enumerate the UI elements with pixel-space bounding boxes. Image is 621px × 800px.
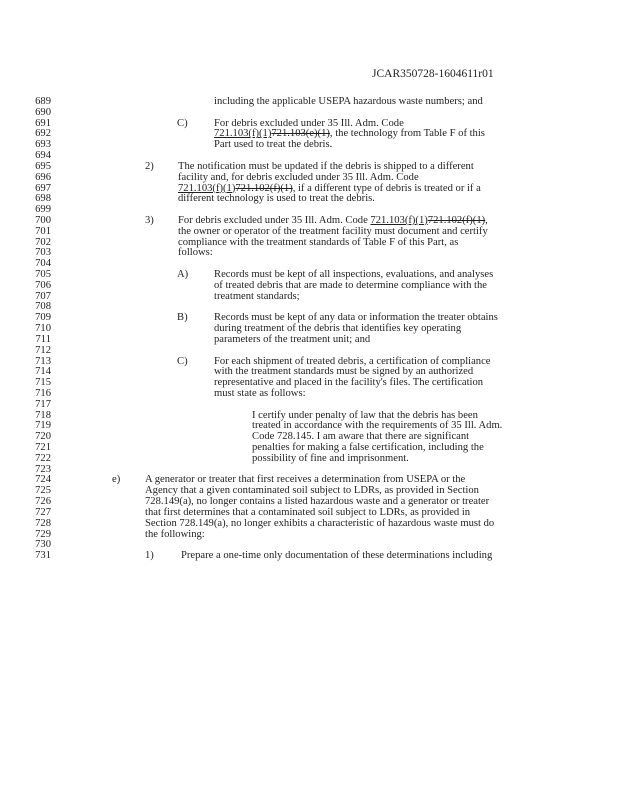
text-segment: Prepare a one-time only documentation of these determinations including bbox=[181, 550, 493, 562]
line-716 bbox=[0, 389, 621, 400]
line-number: 702 bbox=[35, 236, 51, 248]
line-text bbox=[214, 389, 306, 400]
line-number: 726 bbox=[35, 496, 51, 508]
line-number: 698 bbox=[35, 193, 51, 205]
line-number: 725 bbox=[35, 485, 51, 497]
line-text bbox=[178, 238, 458, 249]
text-segment: Code 728.145. I am aware that there are significant bbox=[252, 431, 470, 443]
text-segment: I certify under penalty of law that the debris has been bbox=[252, 409, 478, 421]
line-text bbox=[214, 292, 300, 303]
line-number: 697 bbox=[35, 182, 51, 194]
line-number: 723 bbox=[35, 463, 51, 475]
text-segment: The notification must be updated if the debris is shipped to a different bbox=[178, 160, 474, 172]
line-number: 714 bbox=[35, 366, 51, 378]
text-segment: , bbox=[485, 214, 488, 226]
line-number: 695 bbox=[35, 160, 51, 172]
line-number: 722 bbox=[35, 452, 51, 464]
line-number: 701 bbox=[35, 225, 51, 237]
line-703 bbox=[0, 248, 621, 259]
text-segment: must state as follows: bbox=[214, 387, 306, 399]
line-number: 713 bbox=[35, 355, 51, 367]
line-number: 704 bbox=[35, 258, 51, 270]
line-number: 696 bbox=[35, 171, 51, 183]
text-segment: facility and, for debris excluded under 35 Ill. Adm. Code bbox=[178, 171, 419, 183]
line-722 bbox=[0, 454, 621, 465]
text-segment: , if a different type of debris is treated or if a bbox=[292, 182, 481, 194]
line-text bbox=[214, 335, 370, 346]
line-711 bbox=[0, 335, 621, 346]
line-number: 719 bbox=[35, 420, 51, 432]
line-number: 717 bbox=[35, 398, 51, 410]
line-text bbox=[145, 530, 205, 541]
text-segment: representative and placed in the facility's files. The certification bbox=[214, 377, 484, 389]
text-segment: during treatment of the debris that identifies key operating bbox=[214, 323, 462, 335]
list-marker: C) bbox=[177, 117, 188, 129]
line-number: 727 bbox=[35, 506, 51, 518]
text-segment: compliance with the treatment standards of Table F of this Part, as bbox=[178, 236, 459, 248]
text-segment: For each shipment of treated debris, a certification of compliance bbox=[214, 355, 491, 367]
text-segment: penalties for making a false certification, including the bbox=[252, 442, 484, 453]
list-marker: C) bbox=[177, 355, 188, 367]
text-segment: , the technology from Table F of this bbox=[329, 128, 485, 140]
line-number: 690 bbox=[35, 106, 51, 118]
line-number: 710 bbox=[35, 323, 51, 335]
line-707 bbox=[0, 292, 621, 303]
line-number: 703 bbox=[35, 247, 51, 259]
line-number: 728 bbox=[35, 517, 51, 529]
line-number: 691 bbox=[35, 117, 51, 129]
text-segment: the following: bbox=[145, 528, 205, 540]
line-number: 708 bbox=[35, 301, 51, 313]
list-marker: 1) bbox=[145, 550, 154, 562]
line-number: 724 bbox=[35, 474, 51, 486]
deleted-reference: 721.102(f)(1) bbox=[427, 214, 486, 226]
line-text bbox=[178, 194, 375, 205]
line-text bbox=[178, 248, 213, 259]
line-706 bbox=[0, 281, 621, 292]
line-text bbox=[252, 454, 409, 465]
line-number: 721 bbox=[35, 442, 51, 453]
line-number: 692 bbox=[35, 128, 51, 140]
list-marker: e) bbox=[112, 474, 121, 486]
inserted-reference: 721.103(f)(1) bbox=[214, 128, 272, 140]
text-segment: that first determines that a contaminated soil subject to LDRs, as provided in bbox=[145, 506, 471, 518]
line-number: 715 bbox=[35, 377, 51, 389]
line-number: 712 bbox=[35, 344, 51, 356]
text-segment: of treated debris that are made to determine compliance with the bbox=[214, 279, 487, 291]
text-segment: the owner or operator of the treatment facility must document and certify bbox=[178, 225, 488, 237]
line-number: 694 bbox=[35, 150, 51, 162]
line-729 bbox=[0, 530, 621, 541]
line-text bbox=[214, 140, 332, 151]
list-marker: 2) bbox=[145, 160, 154, 172]
line-698 bbox=[0, 194, 621, 205]
line-number: 730 bbox=[35, 539, 51, 551]
text-segment: treatment standards; bbox=[214, 290, 300, 302]
line-number: 709 bbox=[35, 312, 51, 324]
line-715 bbox=[0, 378, 621, 389]
line-702 bbox=[0, 238, 621, 249]
line-number: 707 bbox=[35, 290, 51, 302]
line-number: 705 bbox=[35, 269, 51, 280]
line-689 bbox=[0, 97, 621, 108]
text-segment: For debris excluded under 35 Ill. Adm. Code bbox=[178, 214, 371, 226]
line-731 bbox=[0, 551, 621, 562]
list-marker: A) bbox=[177, 269, 189, 280]
text-segment: A generator or treater that first receives a determination from USEPA or the bbox=[145, 474, 466, 486]
line-number: 716 bbox=[35, 387, 51, 399]
line-number: 693 bbox=[35, 139, 51, 151]
line-number: 718 bbox=[35, 409, 51, 421]
line-number: 699 bbox=[35, 204, 51, 216]
line-number: 700 bbox=[35, 214, 51, 226]
deleted-reference: 721.102(f)(1) bbox=[235, 182, 293, 194]
list-marker: B) bbox=[177, 312, 188, 324]
text-segment: 728.149(a), no longer contains a listed hazardous waste and a generator or treater bbox=[145, 496, 490, 508]
line-number: 706 bbox=[35, 279, 51, 291]
text-segment: possibility of fine and imprisonment. bbox=[252, 452, 409, 464]
text-segment: parameters of the treatment unit; and bbox=[214, 333, 371, 345]
text-segment: Records must be kept of all inspections, evaluations, and analyses bbox=[214, 269, 494, 280]
line-number: 729 bbox=[35, 528, 51, 540]
line-numbered-text bbox=[0, 97, 621, 562]
inserted-reference: 721.103(f)(1) bbox=[370, 214, 428, 226]
document-id: JCAR350728-1604611r01 bbox=[372, 68, 494, 80]
inserted-reference: 721.103(f)(1) bbox=[178, 182, 236, 194]
deleted-reference: 721.103(e)(1) bbox=[271, 128, 330, 140]
line-number: 720 bbox=[35, 431, 51, 443]
text-segment: including the applicable USEPA hazardous waste numbers; and bbox=[214, 96, 483, 107]
text-segment: Part used to treat the debris. bbox=[214, 139, 333, 151]
line-number: 711 bbox=[35, 333, 51, 345]
text-segment: Records must be kept of any data or information the treater obtains bbox=[214, 312, 498, 324]
text-segment: treated in accordance with the requirements of 35 Ill. Adm. bbox=[252, 420, 503, 432]
list-marker: 3) bbox=[145, 214, 154, 226]
text-segment: Section 728.149(a), no longer exhibits a characteristic of hazardous waste must do bbox=[145, 517, 495, 529]
text-segment: different technology is used to treat the debris. bbox=[178, 193, 375, 205]
line-693 bbox=[0, 140, 621, 151]
line-number: 689 bbox=[35, 96, 51, 107]
line-text bbox=[214, 97, 483, 108]
line-text bbox=[181, 551, 492, 562]
text-segment: For debris excluded under 35 Ill. Adm. Code bbox=[214, 117, 404, 129]
line-number: 731 bbox=[35, 550, 51, 562]
line-728 bbox=[0, 519, 621, 530]
text-segment: follows: bbox=[178, 247, 213, 259]
text-segment: with the treatment standards must be signed by an authorized bbox=[214, 366, 474, 378]
text-segment: Agency that a given contaminated soil subject to LDRs, as provided in Section bbox=[145, 485, 479, 497]
